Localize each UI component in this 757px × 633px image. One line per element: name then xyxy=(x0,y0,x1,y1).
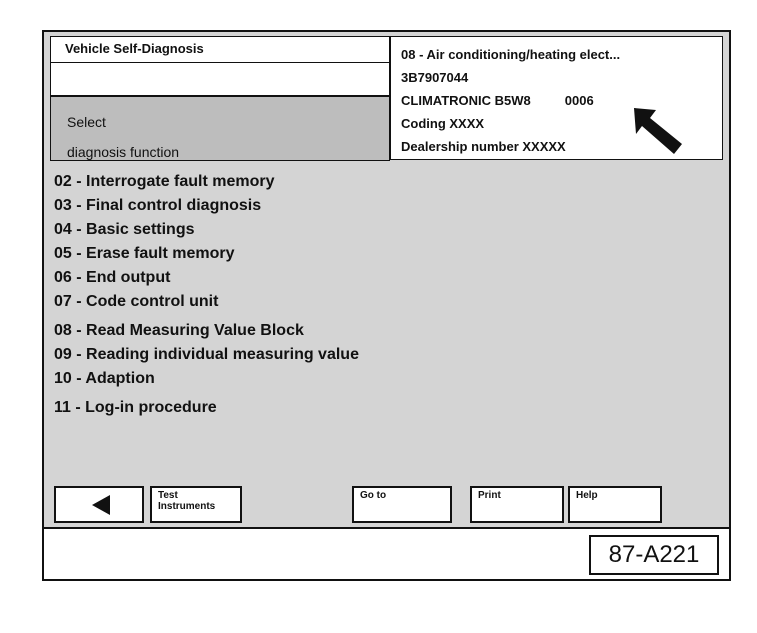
test-label-1: Test xyxy=(158,490,178,501)
figure-id-label: 87-A221 xyxy=(589,535,719,575)
arrow-icon xyxy=(630,106,690,158)
function-menu xyxy=(54,170,359,420)
menu-item-09[interactable]: 09 - Reading individual measuring value xyxy=(54,346,359,363)
ecu-name: CLIMATRONIC B5W8 xyxy=(401,93,531,108)
select-prompt xyxy=(50,96,390,161)
title-box xyxy=(50,36,390,96)
select-line-1: Select xyxy=(67,114,106,130)
figure-frame xyxy=(42,30,731,581)
help-label: Help xyxy=(576,490,598,501)
diagnosis-screen xyxy=(44,32,729,529)
coding: Coding XXXX xyxy=(401,116,485,131)
menu-item-07[interactable]: 07 - Code control unit xyxy=(54,293,219,310)
title-divider xyxy=(51,62,389,63)
select-line-2: diagnosis function xyxy=(67,144,180,160)
menu-item-04[interactable]: 04 - Basic settings xyxy=(54,221,195,238)
menu-item-08[interactable]: 08 - Read Measuring Value Block xyxy=(54,322,304,339)
print-label: Print xyxy=(478,490,501,501)
back-button[interactable] xyxy=(54,486,144,523)
print-button[interactable] xyxy=(470,486,564,523)
left-triangle-icon xyxy=(92,495,112,515)
test-instruments-button[interactable] xyxy=(150,486,242,523)
function-button-bar xyxy=(48,484,725,524)
menu-item-02[interactable]: 02 - Interrogate fault memory xyxy=(54,173,275,190)
go-to-label: Go to xyxy=(360,490,387,501)
menu-item-10[interactable]: 10 - Adaption xyxy=(54,370,155,387)
header-left xyxy=(50,36,390,160)
screen-title: Vehicle Self-Diagnosis xyxy=(65,41,204,56)
test-label-2: Instruments xyxy=(158,501,216,512)
go-to-button[interactable] xyxy=(352,486,452,523)
menu-item-03[interactable]: 03 - Final control diagnosis xyxy=(54,197,262,214)
help-button[interactable] xyxy=(568,486,662,523)
part-number: 3B7907044 xyxy=(401,70,469,85)
dealership-number: Dealership number XXXXX xyxy=(401,139,566,154)
ecu-address: 08 - Air conditioning/heating elect... xyxy=(401,47,621,62)
menu-item-05[interactable]: 05 - Erase fault memory xyxy=(54,245,235,262)
menu-item-06[interactable]: 06 - End output xyxy=(54,269,171,286)
menu-item-11[interactable]: 11 - Log-in procedure xyxy=(54,399,217,416)
ecu-code: 0006 xyxy=(564,93,594,108)
